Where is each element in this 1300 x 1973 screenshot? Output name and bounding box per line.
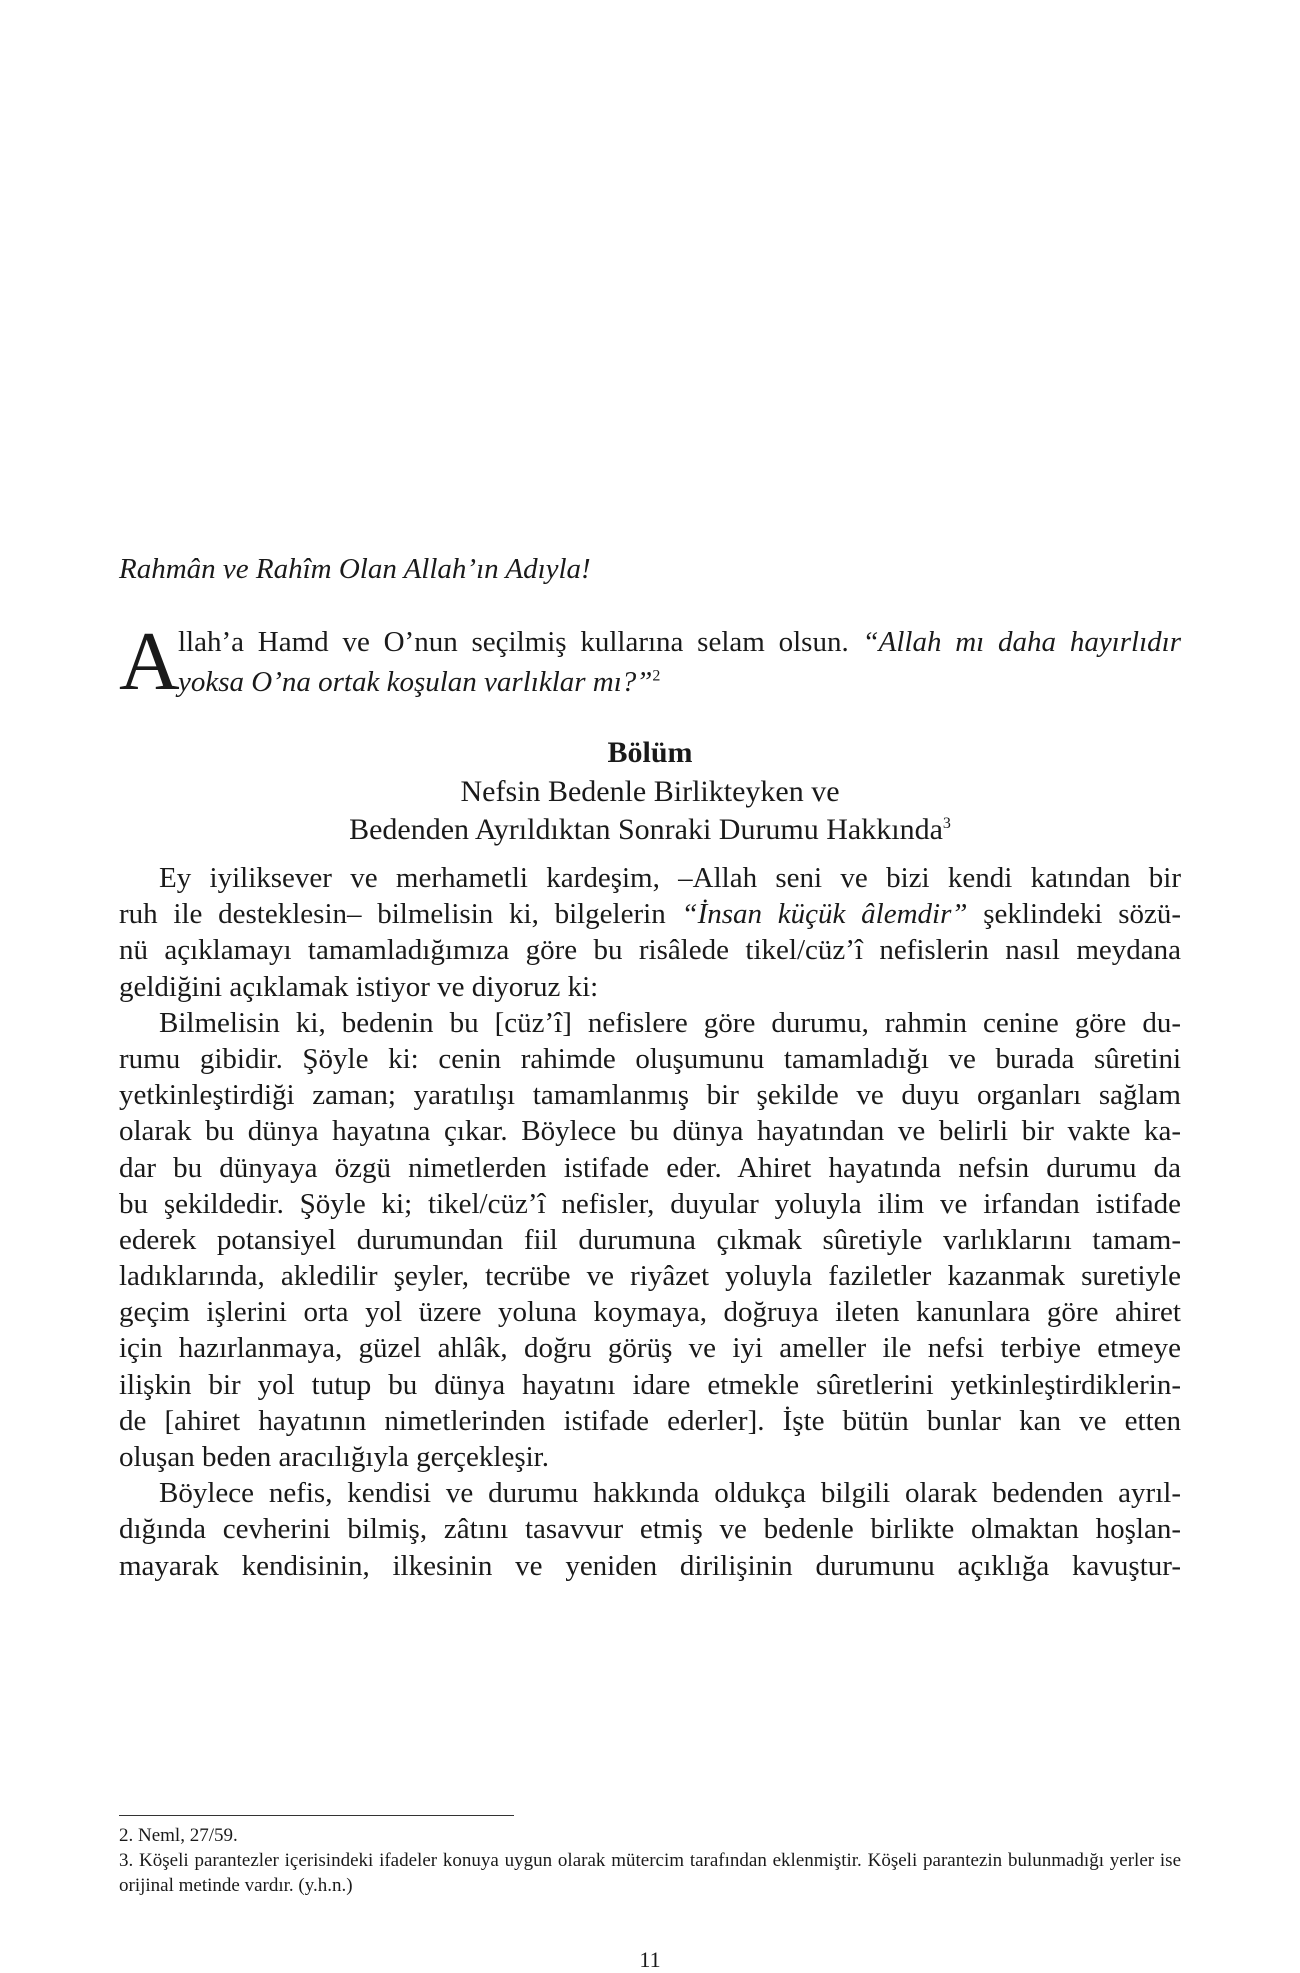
body-line: dığında cevherini bilmiş, zâtını tasavvur etmiş ve bedenle birlikte olmaktan hoşlan- bbox=[119, 1513, 1181, 1546]
footnote-2: 2. Neml, 27/59. bbox=[119, 1825, 238, 1846]
footnote-ref-3: 3 bbox=[942, 815, 951, 832]
opening-quote: “Allah mı daha hayırlıdır bbox=[862, 626, 1181, 658]
drop-cap: A bbox=[119, 615, 180, 708]
body-line: Böylece nefis, kendisi ve durumu hakkında oldukça bilgili olarak bedenden ayrıl- bbox=[159, 1477, 1181, 1510]
section-title: Bölüm bbox=[607, 736, 693, 769]
footnotes bbox=[119, 1823, 1181, 1898]
body-line-part: şeklindeki sözü- bbox=[967, 898, 1182, 931]
body-line: ederek potansiyel durumundan fiil durumuna çıkmak sûretiyle varlıklarını tamam- bbox=[119, 1223, 1181, 1256]
opening-paragraph bbox=[119, 615, 1181, 708]
opening-line-1 bbox=[178, 622, 1181, 662]
opening-line-2 bbox=[178, 662, 1181, 702]
body-quote: “İnsan küçük âlemdir” bbox=[681, 898, 968, 931]
body-line: olarak bu dünya hayatına çıkar. Böylece bu dünya hayatından ve belirli bir vakte ka- bbox=[119, 1115, 1181, 1148]
section-heading bbox=[119, 733, 1181, 849]
body-line: dar bu dünyaya özgü nimetlerden istifade eder. Ahiret hayatında nefsin durumu da bbox=[119, 1151, 1181, 1184]
page-number: 11 bbox=[639, 1947, 661, 1972]
footnote-3: 3. Köşeli parantezler içerisindeki ifadeler konuya uygun olarak mütercim tarafından eklenmiştir. Köşeli parantezin bulunmadığı yerler ise orijinal metinde vardır. (y.h.n.) bbox=[119, 1850, 1181, 1896]
body-line: yetkinleştirdiği zaman; yaratılışı tamamlanmış bir şekilde ve duyu organları sağlam bbox=[119, 1079, 1181, 1112]
body-line bbox=[119, 896, 1181, 932]
body-line: rumu gibidir. Şöyle ki: cenin rahimde oluşumunu tamamladığı ve burada sûretini bbox=[119, 1042, 1181, 1075]
body-line: geçim işlerini orta yol üzere yoluna koymaya, doğruya ileten kanunlara göre ahiret bbox=[119, 1296, 1181, 1329]
body-line: Bilmelisin ki, bedenin bu [cüz’î] nefislere göre durumu, rahmin cenine göre du- bbox=[159, 1006, 1181, 1039]
body-line: ilişkin bir yol tutup bu dünya hayatını idare etmekle sûretlerini yetkinleştirdiklerin- bbox=[119, 1368, 1181, 1401]
footnote-ref-2: 2 bbox=[652, 667, 661, 685]
section-subtitle-2 bbox=[119, 811, 1181, 849]
body-line: mayarak kendisinin, ilkesinin ve yeniden dirilişinin durumunu açıklığa kavuştur- bbox=[119, 1549, 1181, 1582]
section-subtitle-1: Nefsin Bedenle Birlikteyken ve bbox=[460, 775, 840, 808]
body-line: ladıklarında, akledilir şeyler, tecrübe ve riyâzet yoluyla faziletler kazanmak suretiyle bbox=[119, 1260, 1181, 1293]
body-line: de [ahiret hayatının nimetlerinden istifade ederler]. İşte bütün bunlar kan ve etten bbox=[119, 1404, 1181, 1437]
body-line-part: ruh ile desteklesin– bilmelisin ki, bilgelerin bbox=[119, 898, 682, 931]
body-line: geldiğini açıklamak istiyor ve diyoruz ki: bbox=[119, 970, 599, 1003]
body-line: Ey iyiliksever ve merhametli kardeşim, –Allah seni ve bizi kendi katından bir bbox=[159, 862, 1181, 894]
invocation-line: Rahmân ve Rahîm Olan Allah’ın Adıyla! bbox=[119, 553, 591, 585]
body-line: nü açıklamayı tamamladığımıza göre bu risâlede tikel/cüz’î nefislerin nasıl meydana bbox=[119, 934, 1181, 967]
body-line: oluşan beden aracılığıyla gerçekleşir. bbox=[119, 1441, 549, 1473]
opening-quote-cont: yoksa O’na ortak koşulan varlıklar mı?” bbox=[178, 666, 653, 698]
body-line: için hazırlanmaya, güzel ahlâk, doğru görüş ve iyi ameller ile nefsi terbiye etmeye bbox=[119, 1332, 1181, 1365]
section-subtitle-2-text: Bedenden Ayrıldıktan Sonraki Durumu Hakkında bbox=[349, 813, 943, 846]
footnote-divider bbox=[119, 1815, 514, 1816]
body-line: bu şekildedir. Şöyle ki; tikel/cüz’î nefisler, duyular yoluyla ilim ve irfandan istifade bbox=[119, 1187, 1181, 1220]
opening-text: llah’a Hamd ve O’nun seçilmiş kullarına selam olsun. bbox=[178, 626, 863, 658]
body-text bbox=[119, 860, 1181, 1584]
